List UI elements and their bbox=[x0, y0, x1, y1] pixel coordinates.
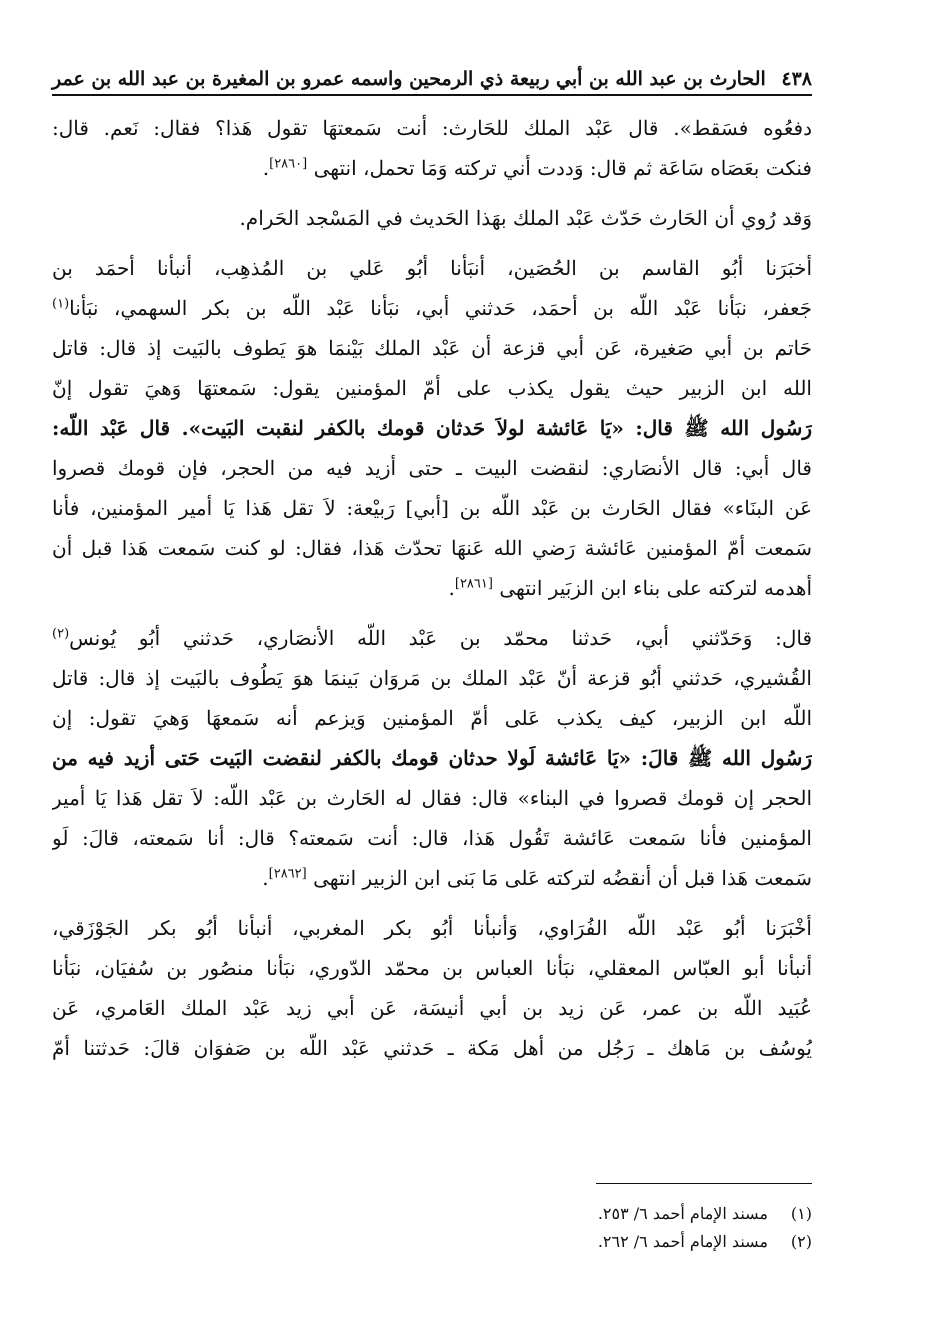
text-line: قال: وَحَدّثني أبي، حَدثنا محمّد بن عَبْد اللّه الأنصَاري، حَدثني أبُو يُونس$^{(٢)}$ bbox=[52, 626, 812, 650]
running-title: الحارث بن عبد الله بن أبي ربيعة ذي الرمحين واسمه عمرو بن المغيرة بن عبد الله بن عمر bbox=[52, 68, 766, 90]
footnote-number: (٢) bbox=[790, 1232, 812, 1251]
text-line: عُبَيد اللّه بن عمر، عَن زيد بن أبي أنيسَة، عَن أبي زيد عَبْد الملك العَامري، عَن bbox=[52, 996, 812, 1020]
footnote-text: مسند الإمام أحمد ٦/ ٢٥٣. bbox=[597, 1204, 768, 1223]
hadith-number: [٢٨٦٢] bbox=[268, 866, 307, 882]
text-line: أخْبَرَنا أبُو عَبْد اللّه الفُرَاوي، وَأنبأنا أبُو بكر المغربي، أنبأنا أبُو بكر الجَوْزَقي، bbox=[52, 916, 812, 940]
running-head bbox=[52, 56, 812, 90]
text-line: دفعُوه فسَقط». قال عَبْد الملك للحَارث: أنت سَمعتهَا تقول هَذا؟ فقال: نَعم. قال: bbox=[52, 116, 812, 140]
hadith-number: [٢٨٦٠] bbox=[269, 156, 308, 172]
text-line: اللّه ابن الزبير، كيف يكذب عَلى أمّ المؤمنين وَيزعم أنه سَمعهَا وَهيَ تقول: إن bbox=[52, 706, 812, 730]
hadith-number: [٢٨٦١] bbox=[454, 576, 493, 592]
text-line: رَسُول الله ﷺ قال: «يَا عَائشة لولاَ حَدثان قومك بالكفر لنقبت البَيت». قال عَبْد اللّه: bbox=[52, 416, 812, 440]
footnote-marker: (١) bbox=[52, 296, 70, 312]
text-line: أنبأنا أبو العبّاس المعقلي، نبَأنا العباس بن محمّد الدّوري، نبَأنا منصُور بن سُفيَان، نبَأنا bbox=[52, 956, 812, 980]
text-line: يُوسُف بن مَاهك ـ رَجُل من أهل مَكة ـ حَدثني عَبْد اللّه بن صَفوَان قالَ: حَدثتنا أمّ bbox=[52, 1036, 812, 1060]
text-line: فنكت بعَصَاه سَاعَة ثم قال: وَددت أني تركته وَمَا تحمل، انتهى [٢٨٦٠]. bbox=[262, 156, 812, 180]
text-line: سَمعت أمّ المؤمنين عَائشة رَضي الله عَنهَا تحدّث هَذا، فقال: لو كنت سَمعت هَذا قبل أن bbox=[52, 536, 812, 560]
main-text bbox=[52, 108, 812, 1068]
text-line: القُشيري، حَدثني أبُو قزعة أنّ عَبْد الملك بن مَروَان بَينمَا هوَ يَطُوف بالبَيت إذ قال: قاتل bbox=[52, 666, 812, 690]
text-line: عَن البنَاء» فقال الحَارث بن عَبْد اللّه بن [أبي] رَبيْعة: لاَ تقل هَذا يَا أمير المؤمنين، فأنا bbox=[52, 496, 812, 520]
footnote-marker: (٢) bbox=[52, 626, 70, 642]
text-line: رَسُول الله ﷺ قالَ: «يَا عَائشة لَولا حدثان قومك بالكفر لنقضت البَيت حَتى أزيد فيه من bbox=[52, 746, 812, 770]
footnote-rule bbox=[596, 1183, 812, 1184]
footnote bbox=[400, 1200, 812, 1228]
text-line: وَقد رُوي أن الحَارث حَدّث عَبْد الملك بهَذا الحَديث في المَسْجد الحَرام. bbox=[239, 206, 812, 230]
page-number: ٤٣٨ bbox=[781, 68, 812, 90]
footnote-number: (١) bbox=[790, 1204, 812, 1223]
text-line: المؤمنين فأنا سَمعت عَائشة تَقُول هَذا، قال: أنت سَمعته؟ قال: أنا سَمعته، قالَ: لَو bbox=[52, 826, 812, 850]
text-line: قال أبي: قال الأنصَاري: لنقضت البيت ـ حتى أزيد فيه من الحجر، فإن قومك قصروا bbox=[52, 456, 812, 480]
text-line: حَاتم بن أبي صَغيرة، عَن أبي قزعة أن عَبْد الملك بَيْنمَا هوَ يَطوف بالبَيت إذ قال: قاتل bbox=[52, 336, 812, 360]
text-line: جَعفر، نبَأنا عَبْد اللّه بن أحمَد، حَدثني أبي، نبَأنا عَبْد اللّه بن بكر السهمي، نبَأنا$^{(١)}$ bbox=[52, 296, 812, 320]
footnote-text: مسند الإمام أحمد ٦/ ٢٦٢. bbox=[597, 1232, 768, 1251]
text-line: الله ابن الزبير حيث يقول يكذب على أمّ المؤمنين يقول: سَمعتهَا وَهيَ تقول إنّ bbox=[52, 376, 812, 400]
footnote bbox=[400, 1228, 812, 1256]
text-line: أخبَرَنا أبُو القاسم بن الحُصَين، أنبَأنا أبُو عَلي بن المُذهِب، أنبأنا أحمَد بن bbox=[52, 256, 812, 280]
footnotes bbox=[400, 1200, 812, 1256]
header-rule bbox=[52, 94, 812, 96]
text-line: سَمعت هَذا قبل أن أنقضُه لتركته عَلى مَا بَنى ابن الزبير انتهى [٢٨٦٢]. bbox=[262, 866, 812, 890]
text-line: أهدمه لتركته على بناء ابن الزبَير انتهى [٢٨٦١]. bbox=[448, 576, 812, 600]
text-line: الحجر إن قومك قصروا في البناء» قال: فقال له الحَارث بن عَبْد اللّه: لاَ تقل هَذا يَا أمير bbox=[52, 786, 812, 810]
